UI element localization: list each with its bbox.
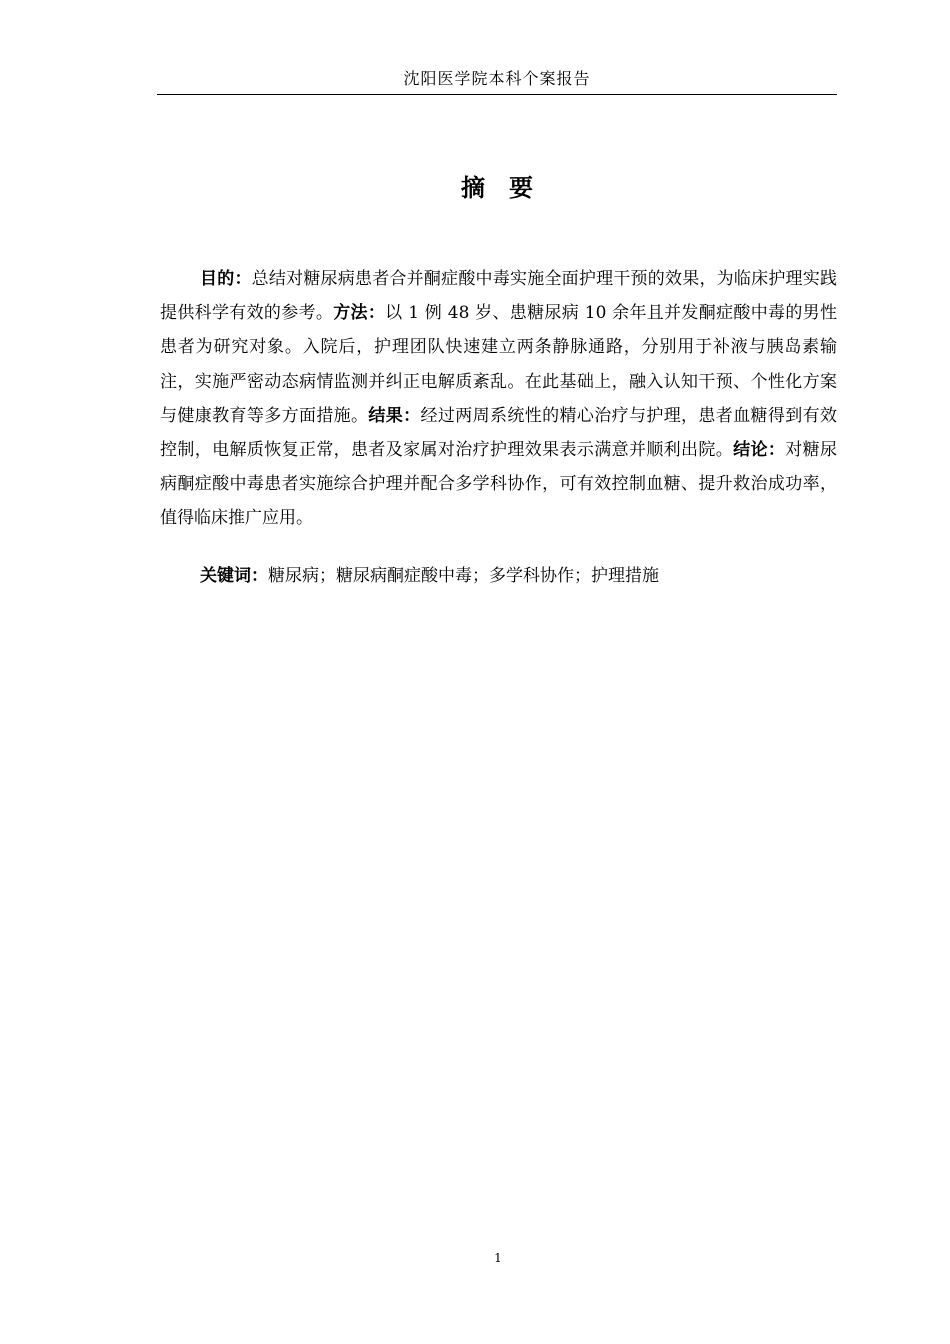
- header-rule: [157, 94, 837, 95]
- abstract-title-char-1: 摘: [461, 174, 485, 202]
- result-text: 经过两周系统性的精心治疗与护理，患者血糖得到有效控制，电解质恢复正常，患者及家属对治疗护理效果表示满意并顺利出院。: [160, 405, 838, 461]
- conclusion-text: 对糖尿病酮症酸中毒患者实施综合护理并配合多学科协作，可有效控制血糖、提升救治成功率，值得临床推广应用。: [160, 440, 838, 529]
- method-text: 以 1 例 48 岁、患糖尿病 10 余年且并发酮症酸中毒的男性患者为研究对象。入院后，护理团队快速建立两条静脉通路，分别用于补液与胰岛素输注，实施严密动态病情监测并纠正电解质紊乱。在此基础上，融入认知干预、个性化方案与健康教育等多方面措施。: [160, 303, 837, 426]
- method-label: 方法：: [333, 303, 386, 324]
- conclusion-label: 结论：: [733, 440, 786, 461]
- running-header: 沈阳医学院本科个案报告: [403, 69, 591, 88]
- result-label: 结果：: [368, 405, 421, 426]
- abstract-body: [160, 262, 837, 536]
- purpose-label: 目的：: [200, 269, 252, 289]
- keywords-line: [200, 562, 659, 590]
- purpose-text: 总结对糖尿病患者合并酮症酸中毒实施全面护理干预的效果，为临床护理实践提供科学有效的参考。: [160, 269, 838, 324]
- abstract-title-char-2: 要: [509, 174, 533, 202]
- abstract-title: [157, 170, 837, 206]
- keywords-text: 糖尿病；糖尿病酮症酸中毒；多学科协作；护理措施: [268, 566, 659, 586]
- keywords-label: 关键词：: [200, 566, 268, 586]
- page-number: 1: [494, 1251, 502, 1265]
